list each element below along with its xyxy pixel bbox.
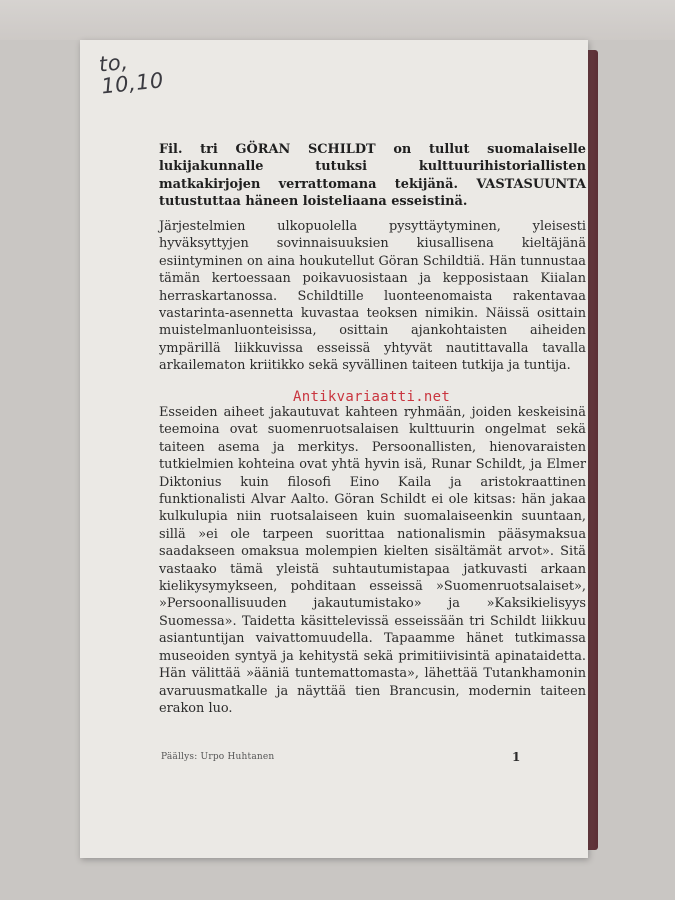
- body-paragraph-2: Esseiden aiheet jakautuvat kahteen ryhmään, joiden keskeisinä teemoina ovat suomenruotsalaisen kulttuurin ongelmat sekä taiteen asema ja merkitys. Persoonallisten, hienovaraisten tutkielmien kohteina ovat yhtä hyvin isä, Runar Schildt, ja Elmer Diktonius kuin filosofi Eino Kaila ja aristokraattinen funktionalisti Alvar Aalto. Göran Schildt ei ole kitsas: hän jakaa kulkulupia niin ruotsalaiseen kuin suomalaiseenkin suuntaan, sillä »ei ole tarpeen suorittaa nationalismin pääsymaksua saadakseen omaksua molempien kielten sisältämät arvot». Sitä vastaako tämä yleistä suhtautumistapaa jatkuvasti arkaan kielikysymykseen, pohditaan esseissä »Suomenruotsalaiset», »Persoonallisuuden jakautumistako» ja »Kaksikielisyys Suomessa». Taidetta käsittelevissä esseissään tri Schildt liikkuu asiantuntijan vaivattomuudella. Tapaamme hänet tutkimassa museoiden syntyä ja kehitystä sekä primitiivisintä apinataidetta. Hän välittää »ääniä tuntemattomasta», lähettää Tutankhamonin avaruusmatkalle ja näyttää tien Brancusin, modernin taiteen erakon luo.: [159, 405, 586, 716]
- page-number: 1: [512, 750, 521, 764]
- cover-credit: Päällys: Urpo Huhtanen: [161, 752, 275, 762]
- handwritten-price-note: [98, 46, 172, 97]
- handwritten-line-1: to,: [97, 49, 130, 77]
- watermark-text: Antikvariaatti.net: [293, 389, 451, 405]
- intro-paragraph: Fil. tri GÖRAN SCHILDT on tullut suomalaiselle lukijakunnalle tutuksi kulttuurihistoriallisten matkakirjojen verrattomana tekijänä. VASTASUUNTA tutustuttaa häneen loisteliaana esseistinä.: [159, 142, 586, 210]
- background-top: [0, 0, 675, 40]
- body-paragraph-1: Järjestelmien ulkopuolella pysyttäytyminen, yleisesti hyväksyttyjen sovinnaisuuksien kiusallisena kieltäjänä esiintyminen on aina houkutellut Göran Schildtiä. Hän tunnustaa tämän kertoessaan poikavuosistaan ja kepposistaan Kiialan herraskartanossa. Schildtille luonteenomaista rakentavaa vastarinta-asennetta kuvastaa teoksen nimikin. Näissä osittain muistelmanluonteisissa, osittain ajankohtaisten aiheiden ympärillä liikkuvissa esseissä yhtyvät nautittavalla tavalla arkailematon kriitikko sekä syvällinen taiteen tutkija ja tuntija.: [159, 219, 586, 374]
- handwritten-line-2: 10,10: [100, 68, 165, 99]
